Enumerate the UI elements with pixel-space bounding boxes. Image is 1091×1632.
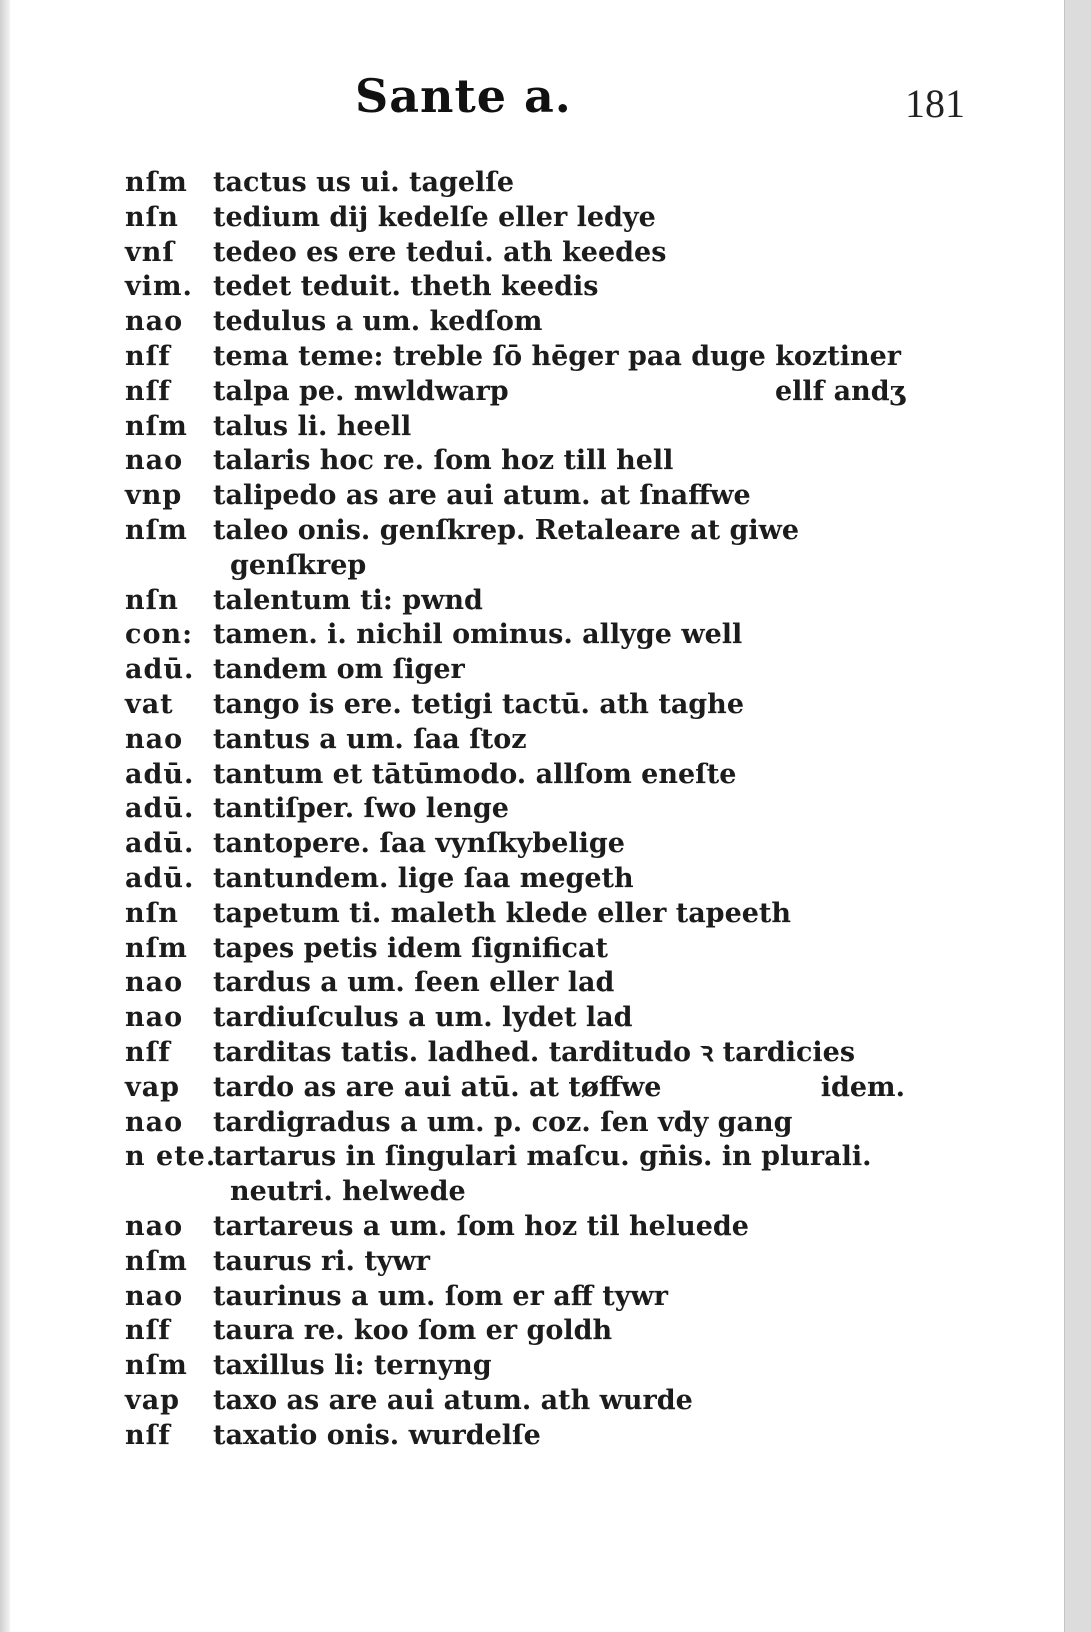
dictionary-entry <box>125 584 905 619</box>
entry-text: tantus a um. ſaa ſtoz <box>213 723 527 755</box>
dictionary-entry <box>125 827 905 862</box>
entry-text: taxatio onis. wurdelſe <box>213 1419 541 1451</box>
entry-text: tarditas tatis. ladhed. tarditudo ꝛ tardicies <box>213 1036 856 1068</box>
grammar-tag: nſn <box>125 897 179 929</box>
dictionary-entry <box>125 862 905 897</box>
entry-text: tardigradus a um. p. coz. ſen vdy gang <box>213 1106 793 1138</box>
dictionary-entry <box>125 653 905 688</box>
grammar-tag: nao <box>125 1002 184 1034</box>
dictionary-entry <box>125 201 905 236</box>
entry-text: talentum ti: pwnd <box>213 584 483 616</box>
dictionary-entry <box>125 410 905 445</box>
page-right-margin <box>1064 0 1091 1632</box>
dictionary-entry <box>125 1384 905 1419</box>
grammar-tag: nſf <box>125 1036 171 1068</box>
entry-text: talpa pe. mwldwarp <box>213 375 509 407</box>
dictionary-entry-continuation <box>125 549 905 584</box>
entry-text: tantopere. ſaa vynſkybelige <box>213 828 625 860</box>
entry-text: taleo onis. genſkrep. Retaleare at giwe <box>213 514 800 546</box>
entry-text: tedeo es ere tedui. ath keedes <box>213 236 667 268</box>
entry-text: tardo as are aui atū. at tøffwe <box>213 1071 662 1103</box>
grammar-tag: n ete. <box>125 1141 217 1173</box>
dictionary-entry <box>125 758 905 793</box>
dictionary-entry <box>125 688 905 723</box>
dictionary-entry <box>125 375 905 410</box>
grammar-tag: vat <box>125 688 174 720</box>
dictionary-entry <box>125 479 905 514</box>
dictionary-entry <box>125 897 905 932</box>
dictionary-entry-continuation <box>125 1175 905 1210</box>
dictionary-entry <box>125 966 905 1001</box>
grammar-tag: nao <box>125 1106 184 1138</box>
grammar-tag: nſf <box>125 1419 171 1451</box>
entry-text: tedet teduit. theth keedis <box>213 271 599 303</box>
entry-text: tamen. i. nichil ominus. allyge well <box>213 619 743 651</box>
dictionary-entry <box>125 236 905 271</box>
grammar-tag: nao <box>125 967 184 999</box>
entry-tail-text: ellf andʒ <box>774 375 905 407</box>
entry-text: talaris hoc re. ſom hoz till hell <box>213 445 674 477</box>
grammar-tag: vap <box>125 1384 181 1416</box>
grammar-tag: adū. <box>125 654 195 686</box>
dictionary-entry <box>125 1001 905 1036</box>
entry-text: tedulus a um. kedſom <box>213 306 543 338</box>
dictionary-entry <box>125 932 905 967</box>
entry-text: tartarus in ſingulari maſcu. gn̄is. in plurali. <box>213 1141 872 1173</box>
entry-text: talus li. heell <box>213 410 412 442</box>
entry-text: tartareus a um. ſom hoz til heluede <box>213 1210 749 1242</box>
dictionary-entry <box>125 340 905 375</box>
grammar-tag: adū. <box>125 862 195 894</box>
dictionary-entries <box>125 166 905 1453</box>
dictionary-entry <box>125 444 905 479</box>
entry-text: taxillus li: ternyng <box>213 1350 492 1382</box>
page-left-shadow <box>0 0 10 1632</box>
grammar-tag: nſm <box>125 410 188 442</box>
grammar-tag: nſm <box>125 932 188 964</box>
entry-text: neutri. helwede <box>230 1176 466 1208</box>
dictionary-entry <box>125 514 905 549</box>
grammar-tag: nſn <box>125 201 179 233</box>
entry-text: taxo as are aui atum. ath wurde <box>213 1384 693 1416</box>
grammar-tag: nao <box>125 723 184 755</box>
entry-text: tema teme: treble ſō hēger paa duge koztiner <box>213 340 902 372</box>
grammar-tag: nſm <box>125 1245 188 1277</box>
dictionary-entry <box>125 1419 905 1454</box>
entry-text: tantum et tātūmodo. allſom eneſte <box>213 758 737 790</box>
grammar-tag: vnſ <box>125 236 175 268</box>
grammar-tag: nao <box>125 1210 184 1242</box>
dictionary-entry <box>125 1036 905 1071</box>
entry-text: tantiſper. ſwo lenge <box>213 793 509 825</box>
grammar-tag: vap <box>125 1071 181 1103</box>
entry-text: tandem om ſiger <box>213 654 465 686</box>
page-title: Sante a. <box>355 69 572 123</box>
entry-text: tapetum ti. maleth klede eller tapeeth <box>213 897 792 929</box>
entry-tail-text: idem. <box>820 1071 905 1103</box>
entry-text: talipedo as are aui atum. at ſnaffwe <box>213 480 751 512</box>
grammar-tag: adū. <box>125 793 195 825</box>
dictionary-entry <box>125 1280 905 1315</box>
entry-text: tardus a um. ſeen eller lad <box>213 967 615 999</box>
dictionary-entry <box>125 723 905 758</box>
dictionary-entry <box>125 1106 905 1141</box>
grammar-tag: nſm <box>125 167 188 198</box>
dictionary-entry <box>125 1245 905 1280</box>
entry-text: tardiuſculus a um. lydet lad <box>213 1002 633 1034</box>
grammar-tag: nſm <box>125 1350 188 1382</box>
dictionary-entry <box>125 1349 905 1384</box>
dictionary-entry <box>125 166 905 201</box>
grammar-tag: adū. <box>125 758 195 790</box>
entry-text: tapes petis idem ſignificat <box>213 932 608 964</box>
entry-text: tactus us ui. tagelſe <box>213 167 515 198</box>
dictionary-entry <box>125 1314 905 1349</box>
grammar-tag: nſf <box>125 1315 171 1347</box>
grammar-tag: vim. <box>125 271 193 303</box>
grammar-tag: nao <box>125 306 184 338</box>
entry-text: tango is ere. tetigi tactū. ath taghe <box>213 688 744 720</box>
dictionary-entry <box>125 1210 905 1245</box>
grammar-tag: nſf <box>125 340 171 372</box>
grammar-tag: nſm <box>125 514 188 546</box>
dictionary-entry <box>125 1071 905 1106</box>
dictionary-entry <box>125 270 905 305</box>
entry-text: tantundem. lige ſaa megeth <box>213 862 634 894</box>
dictionary-entry <box>125 1140 905 1175</box>
entry-text: taurinus a um. ſom er aff tywr <box>213 1280 668 1312</box>
grammar-tag: nao <box>125 1280 184 1312</box>
grammar-tag: nſf <box>125 375 171 407</box>
dictionary-entry <box>125 792 905 827</box>
grammar-tag: vnp <box>125 480 183 512</box>
grammar-tag: con: <box>125 619 194 651</box>
entry-text: taura re. koo ſom er goldh <box>213 1315 613 1347</box>
grammar-tag: nao <box>125 445 184 477</box>
grammar-tag: nſn <box>125 584 179 616</box>
grammar-tag: adū. <box>125 828 195 860</box>
entry-text: taurus ri. tywr <box>213 1245 430 1277</box>
entry-text: tedium dij kedelſe eller ledye <box>213 201 656 233</box>
entry-text: genſkrep <box>230 549 367 581</box>
dictionary-entry <box>125 618 905 653</box>
page-number: 181 <box>905 81 965 126</box>
dictionary-entry <box>125 305 905 340</box>
